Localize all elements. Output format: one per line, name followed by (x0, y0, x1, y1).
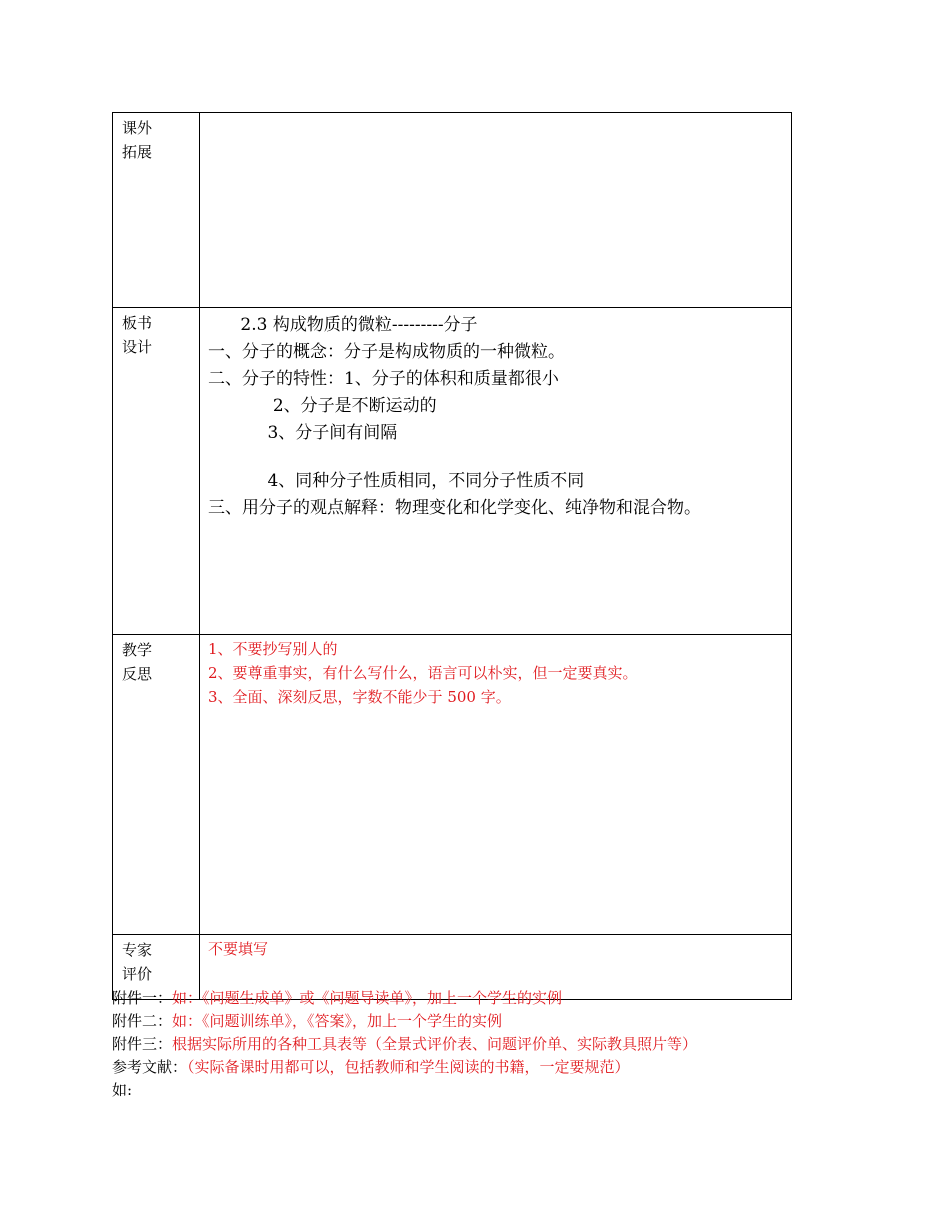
appendix-notes (112, 987, 812, 1102)
reflection-line: 2、要尊重事实，有什么写什么，语言可以朴实，但一定要真实。 (208, 664, 638, 682)
board-title: 2.3 构成物质的微粒---------分子 (208, 315, 478, 335)
example-label: 如: (112, 1081, 133, 1099)
board-line (208, 447, 791, 468)
board-design-content (200, 308, 792, 635)
extension-row (113, 113, 792, 308)
board-line: 4、同种分子性质相同，不同分子性质不同 (208, 471, 585, 491)
board-design-label: 板书 设计 (113, 308, 200, 635)
attachment-2: 附件二：如：《问题训练单》，《答案》，加上一个学生的实例 (112, 1012, 503, 1030)
extension-content (200, 113, 792, 308)
extension-label: 课外 拓展 (113, 113, 200, 308)
expert-label: 专家 评价 (113, 935, 200, 1000)
board-line: 二、分子的特性：1、分子的体积和质量都很小 (208, 369, 559, 389)
board-line: 3、分子间有间隔 (208, 423, 398, 443)
board-line: 2、分子是不断运动的 (208, 396, 437, 416)
expert-content: 不要填写 (200, 935, 792, 1000)
reflection-row (113, 635, 792, 935)
references: 参考文献：（实际备课时用都可以，包括教师和学生阅读的书籍，一定要规范） (112, 1058, 630, 1076)
attachment-1: 附件一：如：《问题生成单》或《问题导读单》，加上一个学生的实例 (112, 989, 563, 1007)
reflection-content (200, 635, 792, 935)
board-line: 一、分子的概念：分子是构成物质的一种微粒。 (208, 342, 565, 362)
lesson-plan-table (112, 112, 792, 1000)
reflection-line: 3、全面、深刻反思，字数不能少于 500 字。 (208, 688, 511, 706)
attachment-3: 附件三：根据实际所用的各种工具表等（全景式评价表、问题评价单、实际教具照片等） (112, 1035, 698, 1053)
reflection-line: 1、不要抄写别人的 (208, 640, 338, 658)
board-design-row (113, 308, 792, 635)
board-line: 三、用分子的观点解释：物理变化和化学变化、纯净物和混合物。 (208, 498, 701, 518)
reflection-label: 教学 反思 (113, 635, 200, 935)
